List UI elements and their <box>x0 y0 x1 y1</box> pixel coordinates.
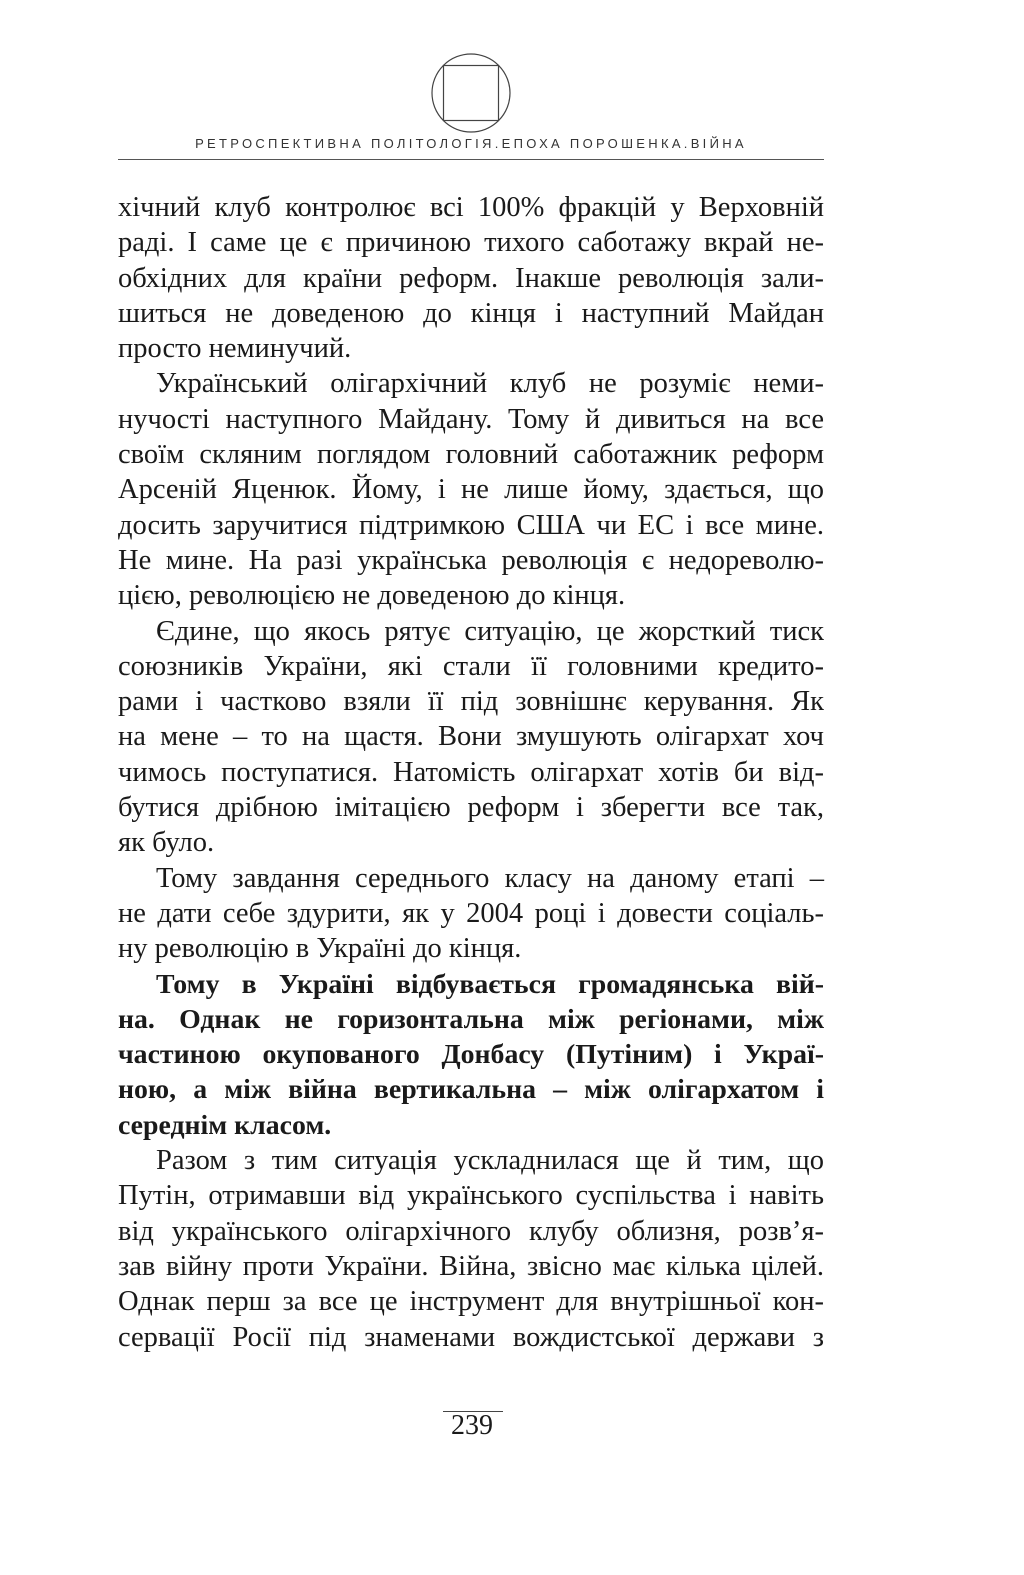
page-number: 239 <box>451 1410 493 1441</box>
bold-text-line: Тому в Україні відбувається громадянська вій- <box>156 968 824 1000</box>
header-divider <box>118 159 824 160</box>
bold-text-line: середнім класом. <box>118 1109 332 1141</box>
text-line: хічний клуб контролює всі 100% фракцій у Верховній <box>118 192 824 223</box>
text-line: шиться не доведеною до кінця і наступний Майдан <box>118 297 824 329</box>
text-line: Арсеній Яценюк. Йому, і не лише йому, здається, що <box>118 474 824 506</box>
text-line: зав війну проти України. Війна, звісно має кілька цілей. <box>118 1250 824 1282</box>
text-line: бутися дрібною імітацією реформ і зберегти все так, <box>118 792 824 824</box>
circle-square-emblem-icon <box>430 52 512 134</box>
bold-text-line: частиною окупованого Донбасу (Путіним) і Украї- <box>118 1039 824 1071</box>
text-line: сервації Росії під знаменами вождистської держави з <box>118 1321 824 1353</box>
text-line: чимось поступатися. Натомість олігархат хотів би від- <box>118 756 824 788</box>
text-line: не дати себе здурити, як у 2004 році і довести соціаль- <box>118 897 824 929</box>
running-head: РЕТРОСПЕКТИВНА ПОЛІТОЛОГІЯ.ЕПОХА ПОРОШЕНКА.ВІЙНА <box>195 136 747 151</box>
text-line: Не мине. На разі українська революція є недореволю- <box>118 544 824 576</box>
bold-text-line: ною, а між війна вертикальна – між олігархатом і <box>118 1074 824 1106</box>
text-line: Єдине, що якось рятує ситуацію, це жорсткий тиск <box>156 615 824 647</box>
text-line: Путін, отримавши від українського суспільства і навіть <box>118 1180 824 1212</box>
text-line: ну революцію в Україні до кінця. <box>118 933 522 965</box>
text-line: Тому завдання середнього класу на даному етапі – <box>156 862 824 894</box>
text-line: союзників України, які стали її головними кредито- <box>118 650 824 682</box>
text-line: досить заручитися підтримкою США чи ЕС і все мине. <box>118 509 824 541</box>
text-line: Разом з тим ситуація ускладнилася ще й тим, що <box>156 1145 824 1177</box>
text-line: рами і частково взяли її під зовнішнє керування. Як <box>118 686 824 718</box>
text-line: як було. <box>118 827 215 859</box>
bold-text-line: на. Однак не горизонтальна між регіонами, між <box>118 1003 824 1035</box>
text-line: від українського олігархічного клубу облизня, розв’я- <box>118 1215 824 1247</box>
text-line: просто неминучий. <box>118 333 352 365</box>
text-line: обхідних для країни реформ. Інакше революція зали- <box>118 262 824 294</box>
text-line: цією, революцією не доведеною до кінця. <box>118 580 626 612</box>
text-line: на мене – то на щастя. Вони змушують олігархат хоч <box>118 721 824 753</box>
text-line: нучості наступного Майдану. Тому й дивиться на все <box>118 403 824 435</box>
text-line: раді. І саме це є причиною тихого саботажу вкрай не- <box>118 227 824 259</box>
text-line: Однак перш за все це інструмент для внутрішньої кон- <box>118 1286 824 1318</box>
text-line: Український олігархічний клуб не розуміє неми- <box>156 368 824 400</box>
body-text <box>118 190 824 1355</box>
text-line: своїм скляним поглядом головний саботажник реформ <box>118 439 824 471</box>
